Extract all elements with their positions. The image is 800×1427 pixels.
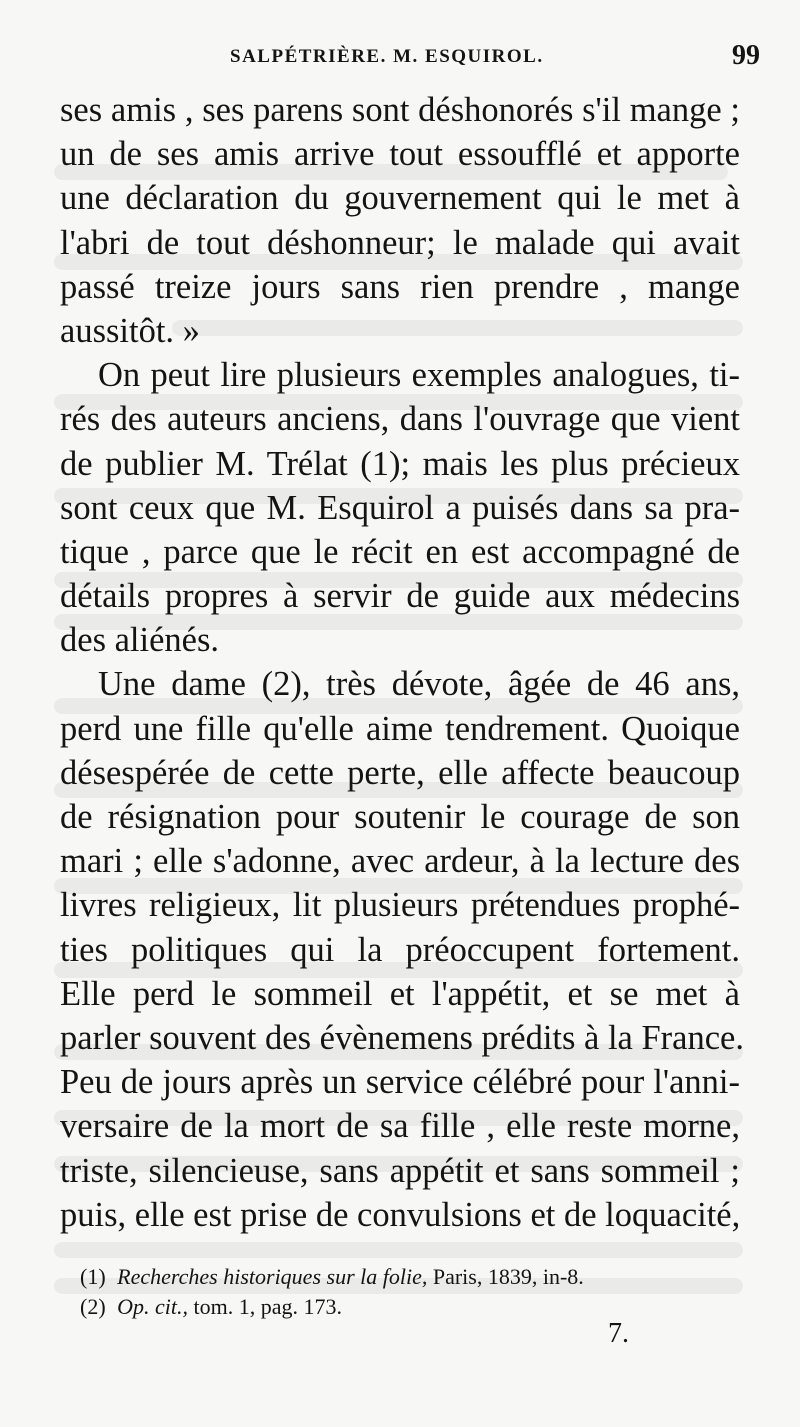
footnote-mark: (1)	[80, 1264, 106, 1289]
footnote-detail: tom. 1, pag. 173.	[193, 1294, 343, 1319]
text-line: tique , parce que le récit en est accompagné de	[60, 532, 740, 571]
text-line: Une dame (2), très dévote, âgée de 46 ans,	[98, 665, 740, 704]
signature-mark: 7.	[608, 1318, 629, 1349]
text-line: de résignation pour soutenir le courage de son	[60, 798, 740, 836]
text-line: des aliénés.	[60, 621, 220, 660]
text-line: ties politiques qui la préoccupent fortement.	[60, 930, 740, 969]
text-line: puis, elle est prise de convulsions et de loquacité,	[60, 1195, 741, 1234]
text-line: Peu de jours après un service célébré pour l'anni-	[60, 1063, 740, 1102]
text-line: désespérée de cette perte, elle affecte beaucoup	[60, 753, 740, 792]
text-line: versaire de la mort de sa fille , elle reste morne,	[60, 1107, 740, 1146]
text-line: Elle perd le sommeil et l'appétit, et se met à	[60, 974, 740, 1013]
footnotes	[80, 1262, 760, 1322]
text-line: ses amis , ses parens sont déshonorés s'il mange ;	[60, 91, 740, 129]
text-line: un de ses amis arrive tout essoufflé et apporte	[60, 135, 740, 174]
text-line: aussitôt. »	[60, 311, 200, 350]
footnote-reference: Op. cit.,	[117, 1294, 189, 1319]
running-title: SALPÉTRIÈRE. M. ESQUIROL.	[230, 46, 544, 67]
page-number: 99	[732, 40, 760, 71]
text-line: On peut lire plusieurs exemples analogues, ti-	[98, 356, 740, 395]
text-line: perd une fille qu'elle aime tendrement. Quoique	[60, 709, 740, 748]
text-line: triste, silencieuse, sans appétit et sans sommeil ;	[60, 1151, 740, 1190]
text-line: livres religieux, lit plusieurs prétendues prophé-	[60, 886, 740, 925]
text-line: sont ceux que M. Esquirol a puisés dans sa pra-	[60, 488, 740, 527]
footnote	[80, 1292, 760, 1322]
footnote-mark: (2)	[80, 1294, 106, 1319]
text-line: de publier M. Trélat (1); mais les plus précieux	[60, 444, 740, 483]
text-line: passé treize jours sans rien prendre , mange	[60, 267, 740, 306]
text-line: l'abri de tout déshonneur; le malade qui avait	[60, 223, 740, 262]
text-line: mari ; elle s'adonne, avec ardeur, à la lecture des	[60, 842, 740, 881]
page-header	[60, 40, 760, 80]
text-line: rés des auteurs anciens, dans l'ouvrage que vient	[60, 400, 740, 439]
text-line: une déclaration du gouvernement qui le met à	[60, 179, 740, 218]
text-line: détails propres à servir de guide aux médecins	[60, 577, 740, 616]
body-text	[60, 88, 744, 1237]
text-line: parler souvent des évènemens prédits à la France.	[60, 1018, 744, 1057]
footnote-detail: Paris, 1839, in-8.	[432, 1264, 584, 1289]
footnote	[80, 1262, 760, 1292]
footnote-reference: Recherches historiques sur la folie,	[117, 1264, 428, 1289]
